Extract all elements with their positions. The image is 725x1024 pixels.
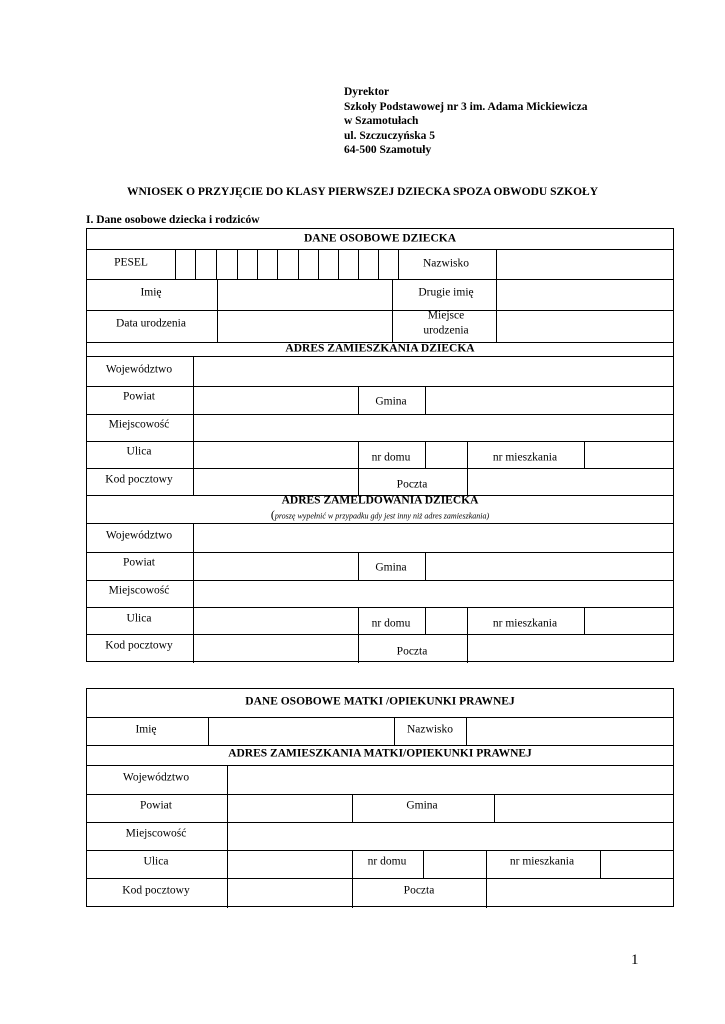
voivodeship-label: Województwo — [105, 529, 173, 542]
voivodeship-label: Województwo — [105, 363, 173, 376]
commune-label: Gmina — [375, 395, 407, 408]
mother-address-header: ADRES ZAMIESZKANIA MATKI/OPIEKUNKI PRAWNEJ — [228, 747, 532, 760]
child-data-header: DANE OSOBOWE DZIECKA — [303, 232, 457, 245]
child-data-table — [86, 228, 674, 662]
county-label: Powiat — [123, 390, 155, 403]
post-office-label: Poczta — [403, 884, 435, 897]
voivodeship-label: Województwo — [122, 771, 190, 784]
post-office-label: Poczta — [396, 478, 428, 491]
second-name-label: Drugie imię — [418, 286, 474, 299]
recipient-line: w Szamotułach — [344, 115, 419, 128]
page-number: 1 — [631, 952, 639, 968]
birth-date-label: Data urodzenia — [116, 317, 186, 330]
commune-label: Gmina — [375, 561, 407, 574]
child-address-header: ADRES ZAMIESZKANIA DZIECKA — [285, 342, 475, 355]
street-label: Ulica — [143, 855, 169, 868]
post-office-label: Poczta — [396, 645, 428, 658]
house-number-label: nr domu — [367, 855, 407, 868]
surname-label: Nazwisko — [423, 257, 469, 270]
recipient-line: ul. Szczuczyńska 5 — [344, 129, 436, 142]
birth-place-label-2: urodzenia — [423, 324, 469, 337]
registered-address-header: ADRES ZAMELDOWANIA DZIECKA — [281, 494, 479, 507]
section-heading: I. Dane osobowe dziecka i rodziców — [86, 214, 260, 226]
mother-data-table — [86, 688, 674, 907]
house-number-label: nr domu — [371, 617, 411, 630]
locality-label: Miejscowość — [108, 584, 170, 597]
postal-code-label: Kod pocztowy — [105, 639, 173, 652]
mother-first-name-label: Imię — [135, 723, 157, 736]
apartment-number-label: nr mieszkania — [492, 617, 558, 630]
county-label: Powiat — [123, 556, 155, 569]
postal-code-label: Kod pocztowy — [122, 884, 190, 897]
pesel-label: PESEL — [114, 256, 148, 269]
recipient-line: Dyrektor — [344, 86, 390, 98]
birth-place-label-1: Miejsce — [427, 309, 465, 322]
locality-label: Miejscowość — [125, 827, 187, 840]
house-number-label: nr domu — [371, 451, 411, 464]
street-label: Ulica — [126, 612, 152, 625]
locality-label: Miejscowość — [108, 418, 170, 431]
recipient-address — [344, 85, 588, 158]
registered-address-note: (proszę wypełnić w przypadku gdy jest inny niż adres zamieszkania) — [270, 507, 490, 522]
apartment-number-label: nr mieszkania — [509, 855, 575, 868]
recipient-line: 64-500 Szamotuły — [344, 144, 432, 157]
document-title: WNIOSEK O PRZYJĘCIE DO KLASY PIERWSZEJ DZIECKA SPOZA OBWODU SZKOŁY — [126, 186, 599, 198]
recipient-line: Szkoły Podstawowej nr 3 im. Adama Mickiewicza — [344, 100, 588, 113]
county-label: Powiat — [140, 799, 172, 812]
first-name-label: Imię — [140, 286, 162, 299]
street-label: Ulica — [126, 445, 152, 458]
postal-code-label: Kod pocztowy — [105, 473, 173, 486]
apartment-number-label: nr mieszkania — [492, 451, 558, 464]
mother-data-header: DANE OSOBOWE MATKI /OPIEKUNKI PRAWNEJ — [245, 695, 515, 708]
commune-label: Gmina — [406, 799, 438, 812]
mother-surname-label: Nazwisko — [407, 723, 453, 736]
